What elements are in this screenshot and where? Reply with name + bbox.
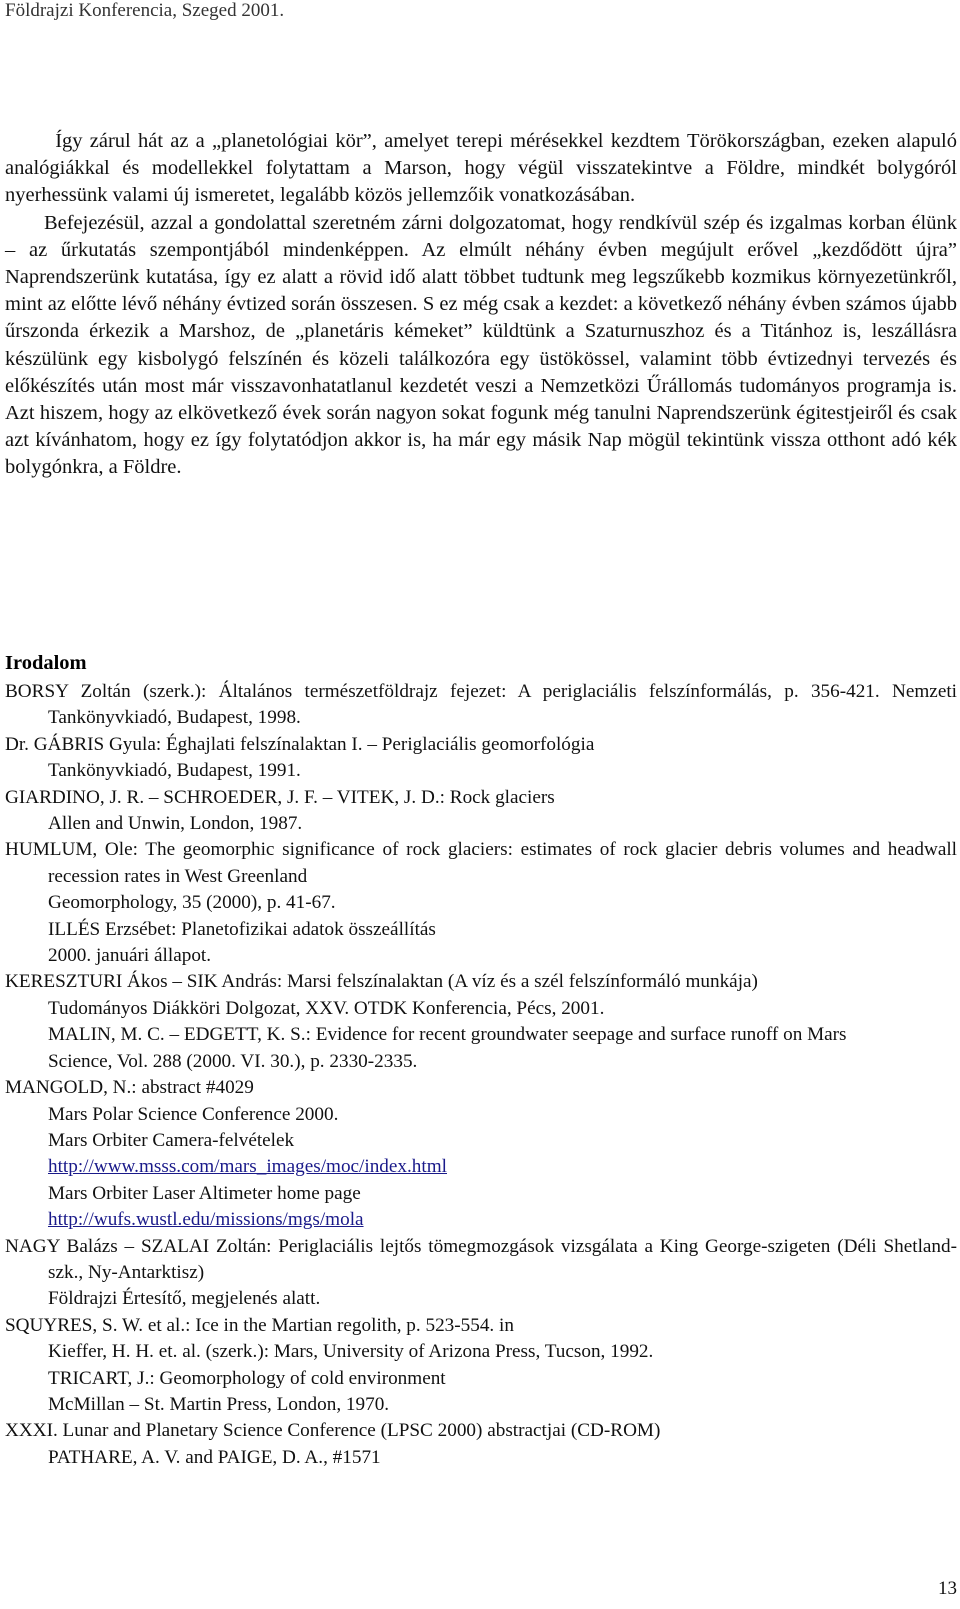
reference-entry	[5, 785, 957, 811]
reference-link-row	[5, 1207, 957, 1233]
reference-detail: Mars Orbiter Camera-felvételek	[48, 1129, 295, 1151]
reference-detail: PATHARE, A. V. and PAIGE, D. A., #1571	[48, 1446, 381, 1468]
reference-detail: Tankönyvkiadó, Budapest, 1991.	[48, 760, 301, 782]
reference-detail: Mars Polar Science Conference 2000.	[48, 1103, 339, 1125]
moc-images-link[interactable]: http://www.msss.com/mars_images/moc/index.html	[48, 1156, 447, 1178]
reference-detail: Tudományos Diákköri Dolgozat, XXV. OTDK Konferencia, Pécs, 2001.	[48, 997, 605, 1019]
reference-citation: Dr. GÁBRIS Gyula: Éghajlati felszínalaktan I. – Periglaciális geomorfológia	[5, 733, 595, 755]
running-header: Földrajzi Konferencia, Szeged 2001.	[5, 0, 285, 21]
reference-entry	[5, 1313, 957, 1339]
reference-detail: Geomorphology, 35 (2000), p. 41-67.	[48, 892, 336, 914]
reference-citation: KERESZTURI Ákos – SIK András: Marsi felszínalaktan (A víz és a szél felszínformáló munkája)	[5, 971, 758, 993]
reference-citation: SQUYRES, S. W. et al.: Ice in the Martian regolith, p. 523-554. in	[5, 1314, 514, 1336]
reference-entry	[5, 1418, 957, 1444]
reference-detail: Science, Vol. 288 (2000. VI. 30.), p. 2330-2335.	[48, 1050, 418, 1072]
reference-entry	[5, 1234, 957, 1287]
reference-citation: NAGY Balázs – SZALAI Zoltán: Periglaciális lejtős tömegmozgások vizsgálata a King George-szigeten (Déli Shetland-szk., Ny-Antarktisz)	[5, 1235, 957, 1283]
reference-detail: TRICART, J.: Geomorphology of cold environment	[48, 1367, 446, 1389]
reference-detail: MALIN, M. C. – EDGETT, K. S.: Evidence for recent groundwater seepage and surface runoff on Mars	[48, 1024, 847, 1046]
paragraph-closing: Befejezésül, azzal a gondolattal szeretném zárni dolgozatomat, hogy rendkívül szép és izgalmas korban élünk – az űrkutatás szempontjából mindenképpen. Az elmúlt néhány évben megújult erővel „kezdődött újra” Naprendszerünk kutatása, így ez alatt a rövid idő alatt többet tudtunk meg legszűkebb kozmikus környezetünkről, mint az előtte lévő néhány évtized során összesen. S ez még csak a kezdet: a következő néhány évben számos újabb űrszonda érkezik a Marshoz, de „planetáris kémeket” küldtünk a Szaturnuszhoz és a Titánhoz is, leszállásra készülünk egy kisbolygó felszínén és közeli találkozóra egy üstökössel, valamint több évtizednyi tervezés és előkészítés után most már visszavonhatatlanul kezdetét veszi a Nemzetközi Űrállomás tudományos programja is. Azt hiszem, hogy az elkövetkező évek során nagyon sokat fogunk még tanulni Naprendszerünk égitestjeiről és csak azt kívánhatom, hogy ez így folytatódjon akkor is, ha már egy másik Nap mögül tekintünk vissza otthont adó kék bolygónkra, a Földre.	[5, 211, 957, 479]
body-text	[5, 128, 957, 482]
mola-home-link[interactable]: http://wufs.wustl.edu/missions/mgs/mola	[48, 1209, 364, 1231]
paragraph-conclusion-intro: Így zárul hát az a „planetológiai kör”, amelyet terepi mérésekkel kezdtem Törökországban, ezeken alapuló analógiákkal és modellekkel folytattam a Marson, hogy végül visszatekintve a Földre, mindkét bolygóról nyerhessünk valami új ismeretet, legalább közös jellemzőik vonatkozásában.	[5, 130, 957, 207]
reference-citation: HUMLUM, Ole: The geomorphic significance of rock glaciers: estimates of rock glacier debris volumes and headwall recession rates in West Greenland	[5, 839, 957, 887]
reference-citation: XXXI. Lunar and Planetary Science Conference (LPSC 2000) abstractjai (CD-ROM)	[5, 1420, 661, 1442]
reference-entry	[5, 732, 957, 758]
reference-entry	[5, 969, 957, 995]
reference-link-row	[5, 1154, 957, 1180]
reference-entry	[5, 1075, 957, 1101]
reference-list	[5, 679, 957, 1471]
reference-detail: Allen and Unwin, London, 1987.	[48, 813, 303, 835]
reference-entry	[5, 837, 957, 890]
references-heading: Irodalom	[5, 652, 87, 674]
page-number: 13	[938, 1578, 957, 1599]
reference-entry	[5, 679, 957, 732]
reference-detail: Kieffer, H. H. et. al. (szerk.): Mars, University of Arizona Press, Tucson, 1992.	[48, 1341, 654, 1363]
reference-detail: ILLÉS Erzsébet: Planetofizikai adatok összeállítás	[48, 918, 436, 940]
reference-detail: 2000. januári állapot.	[48, 945, 212, 967]
reference-detail: Mars Orbiter Laser Altimeter home page	[48, 1182, 361, 1204]
reference-citation: MANGOLD, N.: abstract #4029	[5, 1077, 254, 1099]
reference-detail: Földrajzi Értesítő, megjelenés alatt.	[48, 1288, 321, 1310]
reference-citation: BORSY Zoltán (szerk.): Általános természetföldrajz fejezet: A periglaciális felszínformálás, p. 356-421. Nemzeti Tankönyvkiadó, Budapest, 1998.	[5, 681, 957, 729]
reference-citation: GIARDINO, J. R. – SCHROEDER, J. F. – VITEK, J. D.: Rock glaciers	[5, 786, 555, 808]
reference-detail: McMillan – St. Martin Press, London, 1970.	[48, 1393, 390, 1415]
